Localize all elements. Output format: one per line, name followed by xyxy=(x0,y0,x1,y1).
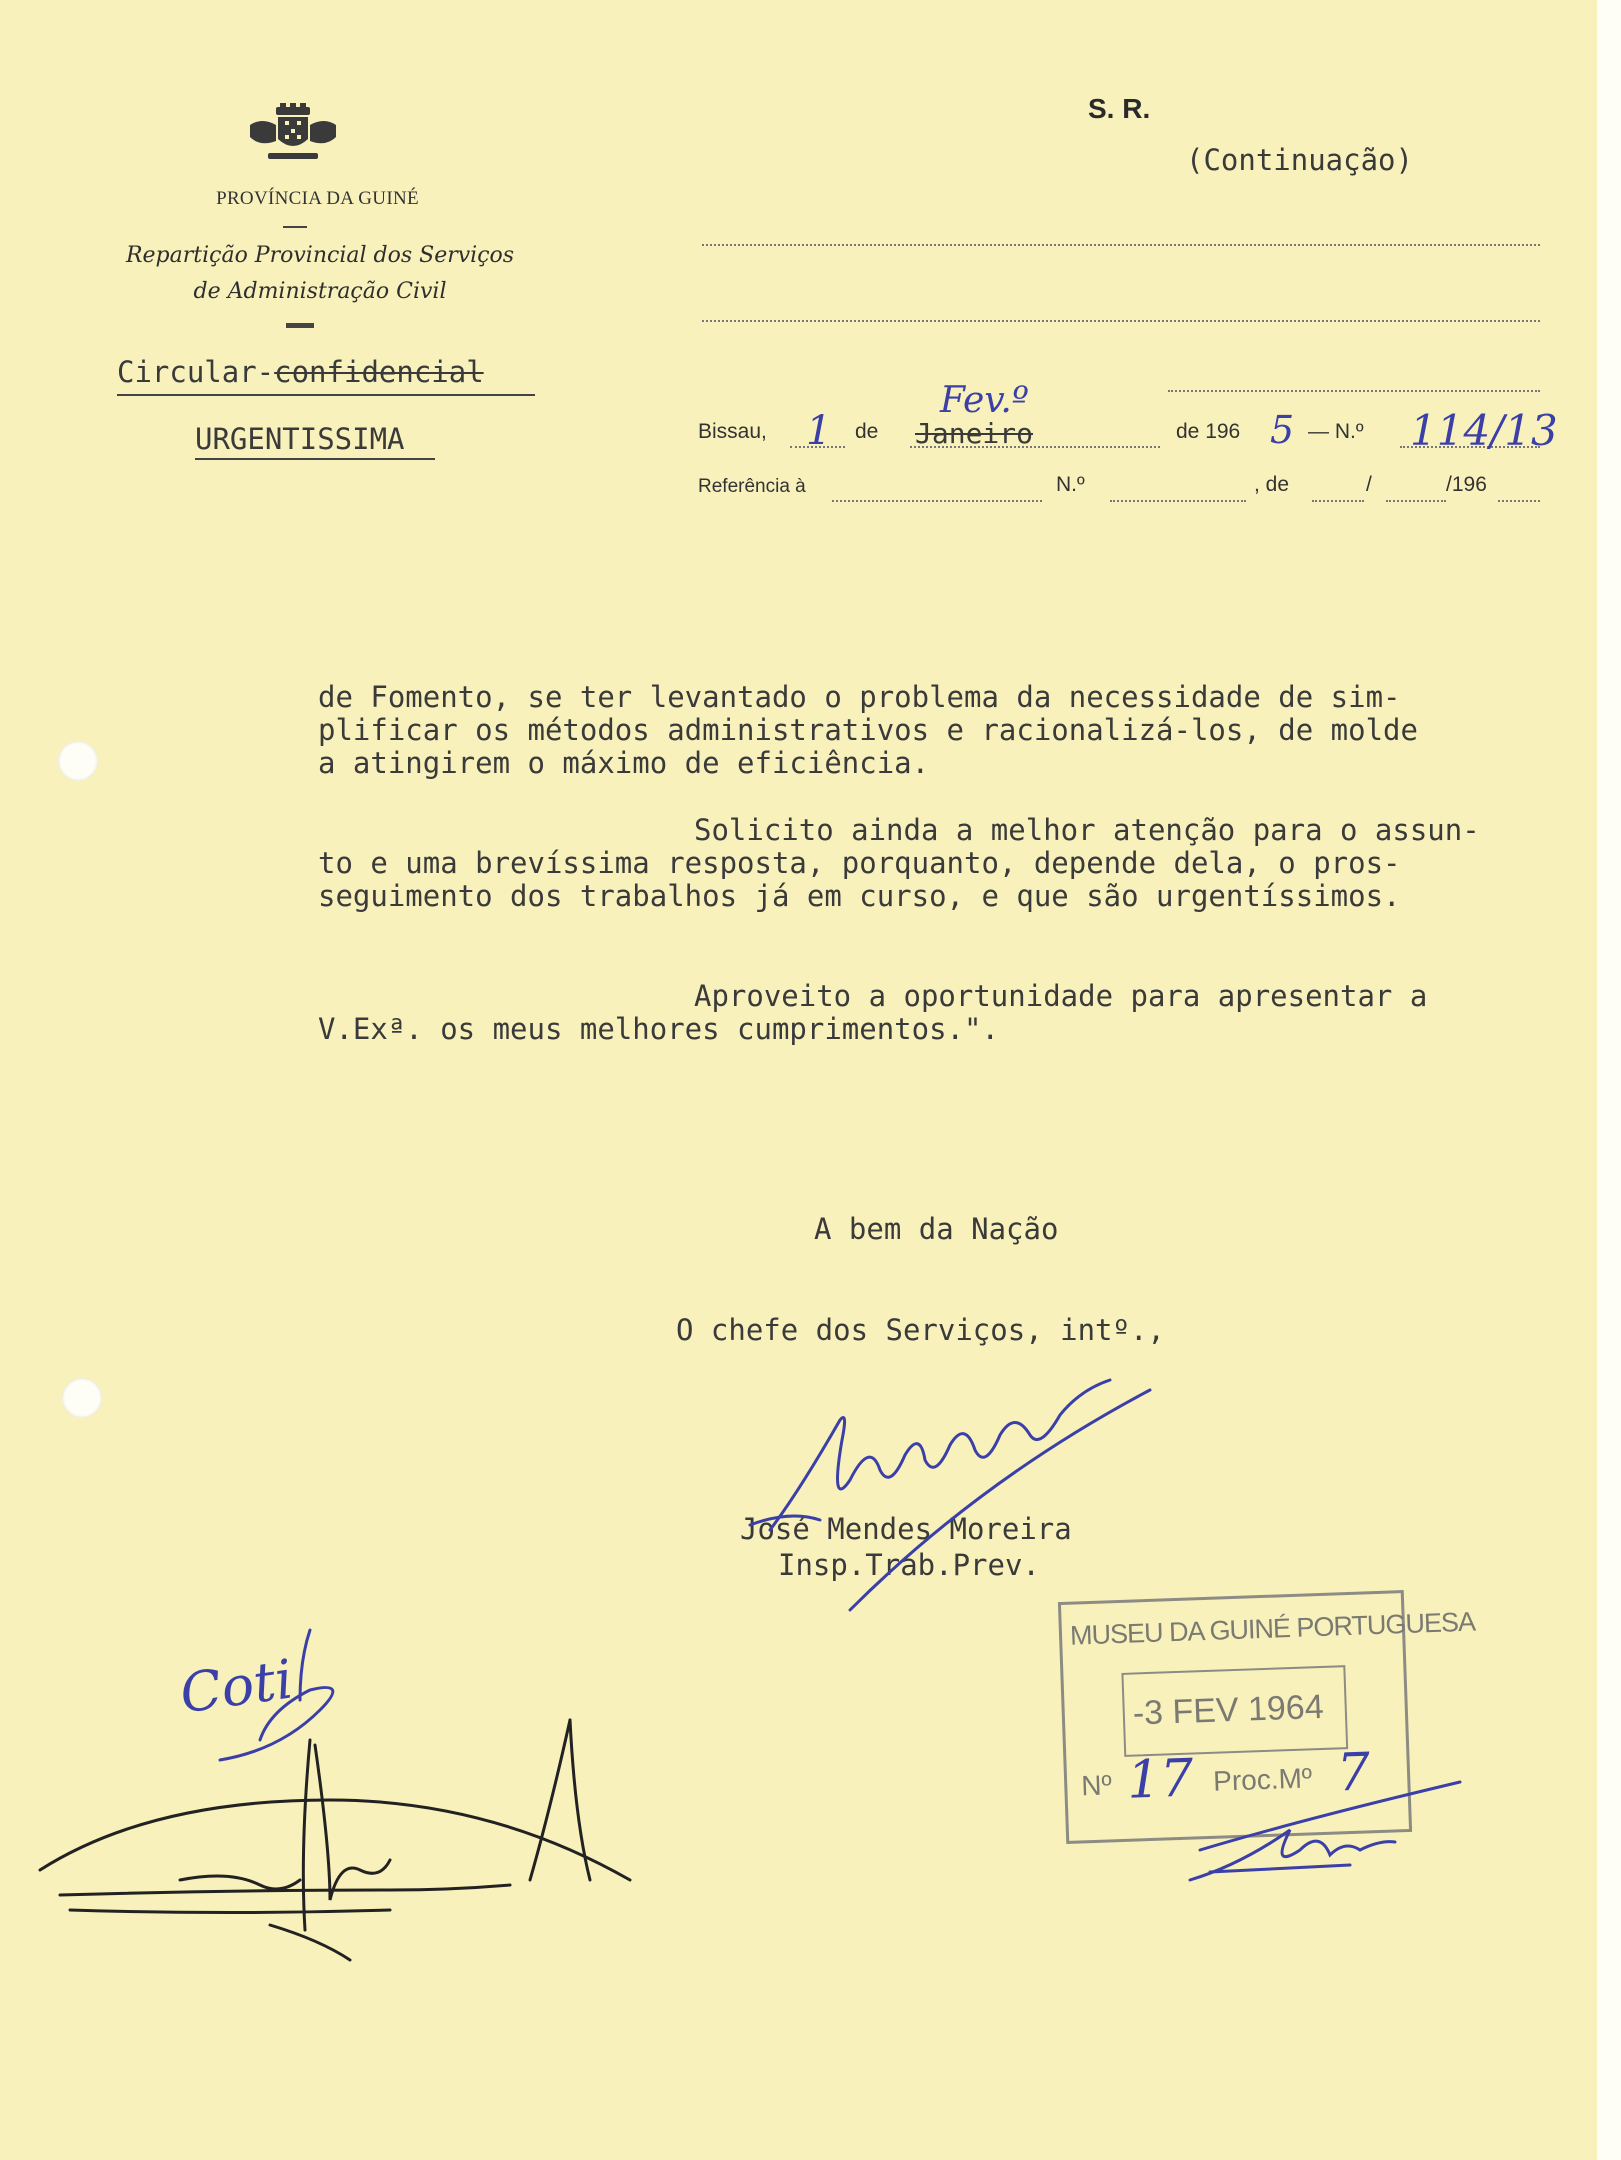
department-line-1: Repartição Provincial dos Serviços xyxy=(125,243,515,268)
ref-day-field-line xyxy=(1312,500,1364,502)
year-digit: 5 xyxy=(1270,408,1295,452)
circular-word: Circular- xyxy=(117,355,275,389)
sr-label: S. R. xyxy=(1088,93,1151,124)
stamp-n-value: 17 xyxy=(1126,1748,1195,1811)
punch-hole-top xyxy=(58,741,98,781)
body-para2-line2: to e uma brevíssima resposta, porquanto, depende dela, o pros- xyxy=(318,846,1401,880)
stamp-date: -3 FEV 1964 xyxy=(1132,1687,1325,1733)
header-divider xyxy=(283,226,307,228)
circular-struck-word: confidencial xyxy=(274,355,484,389)
day-value: 1 xyxy=(806,408,832,454)
year-label: de 196 xyxy=(1176,420,1241,443)
coat-of-arms-icon xyxy=(248,103,338,165)
body-para2-line1: Solicito ainda a melhor atenção para o assun- xyxy=(694,813,1480,847)
blue-signature xyxy=(730,1360,1180,1620)
urgency-label: URGENTISSIMA xyxy=(195,422,405,456)
month-handwritten: Fev.º xyxy=(940,380,1029,421)
stamp-proc-value: 7 xyxy=(1335,1742,1372,1804)
circular-underline xyxy=(117,394,535,396)
stamp-date-box xyxy=(1121,1665,1348,1757)
urgency-underline xyxy=(195,458,435,460)
stamp-initials-scribble xyxy=(1180,1770,1470,1890)
continuation-label: (Continuação) xyxy=(1186,143,1413,177)
signatory-role: Insp.Trab.Prev. xyxy=(778,1548,1040,1582)
black-signature xyxy=(30,1700,650,1980)
stamp-museum-name: MUSEU DA GUINÉ PORTUGUESA xyxy=(1069,1606,1476,1651)
ref-number-label: N.º xyxy=(1056,473,1085,496)
body-para2-line3: seguimento dos trabalhos já em curso, e que são urgentíssimos. xyxy=(318,879,1401,913)
body-para1-line2: plificar os métodos administrativos e racionalizá-los, de molde xyxy=(318,713,1418,747)
closing-title: O chefe dos Serviços, intº., xyxy=(676,1313,1165,1347)
body-para1-line1: de Fomento, se ter levantado o problema da necessidade de sim- xyxy=(318,680,1401,714)
body-para3-line2: V.Exª. os meus melhores cumprimentos.". xyxy=(318,1012,999,1046)
stamp-proc-label: Proc.Mº xyxy=(1212,1762,1313,1797)
province-name: PROVÍNCIA DA GUINÉ xyxy=(216,188,419,209)
de-label-2: , de xyxy=(1254,473,1290,496)
month-struck: Janeiro xyxy=(915,417,1034,450)
referencia-field-line xyxy=(832,500,1042,502)
address-line-2 xyxy=(702,320,1540,322)
stamp-n-label: Nº xyxy=(1080,1769,1113,1802)
body-para3-line1: Aproveito a oportunidade para apresentar a xyxy=(694,979,1428,1013)
referencia-label: Referência à xyxy=(698,476,806,497)
address-line-1 xyxy=(702,244,1540,246)
ref-year-label: /196 xyxy=(1446,473,1487,496)
number-label: — N.º xyxy=(1308,420,1364,443)
ref-month-field-line xyxy=(1386,500,1446,502)
closing-salutation: A bem da Nação xyxy=(814,1212,1059,1246)
handwritten-note: Coti xyxy=(176,1647,297,1726)
de-label-1: de xyxy=(855,420,879,443)
punch-hole-bottom xyxy=(62,1378,102,1418)
place-label: Bissau, xyxy=(698,420,767,443)
department-line-2: de Administração Civil xyxy=(193,279,447,304)
ref-year-field-line xyxy=(1498,500,1540,502)
number-value: 114/13 xyxy=(1410,406,1558,455)
signatory-name: José Mendes Moreira xyxy=(740,1512,1072,1546)
header-divider-bold xyxy=(286,323,314,328)
body-para1-line3: a atingirem o máximo de eficiência. xyxy=(318,746,930,780)
ref-slash: / xyxy=(1366,473,1372,496)
address-line-3 xyxy=(1168,390,1540,392)
ref-number-field-line xyxy=(1110,500,1246,502)
circular-label xyxy=(117,355,484,389)
page-edge xyxy=(1597,0,1621,2160)
